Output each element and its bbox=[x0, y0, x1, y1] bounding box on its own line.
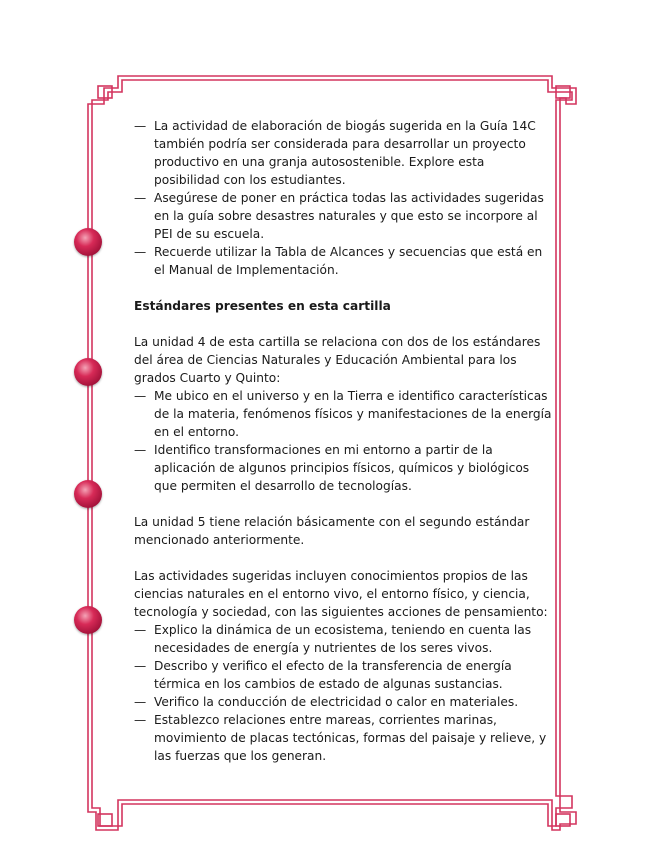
standards-list bbox=[134, 387, 554, 495]
dash-marker: — bbox=[134, 245, 147, 259]
list-item bbox=[134, 189, 554, 243]
document-body bbox=[134, 117, 554, 765]
paragraph-actividades: Las actividades sugeridas incluyen conocimientos propios de las ciencias naturales en el entorno vivo, el entorno físico, y ciencia, tecnología y sociedad, con las siguientes acciones de pensamiento: bbox=[134, 569, 548, 619]
list-item bbox=[134, 117, 554, 189]
list-item-text: Identifico transformaciones en mi entorno a partir de la aplicación de algunos principios físicos, químicos y biológicos que permiten el desarrollo de tecnologías. bbox=[154, 443, 530, 493]
list-item-text: Me ubico en el universo y en la Tierra e identifico características de la materia, fenómenos físicos y manifestaciones de la energía en el entorno. bbox=[154, 389, 552, 439]
dash-marker: — bbox=[134, 389, 147, 403]
red-sphere-icon bbox=[74, 358, 102, 386]
list-item bbox=[134, 441, 554, 495]
paragraph-unidad-5: La unidad 5 tiene relación básicamente con el segundo estándar mencionado anteriormente. bbox=[134, 515, 530, 547]
list-item-text: Explico la dinámica de un ecosistema, teniendo en cuenta las necesidades de energía y nutrientes de los seres vivos. bbox=[154, 623, 532, 655]
paragraph-unidad-4: La unidad 4 de esta cartilla se relaciona con dos de los estándares del área de Ciencias Naturales y Educación Ambiental para los grados Cuarto y Quinto: bbox=[134, 335, 541, 385]
dash-marker: — bbox=[134, 659, 147, 673]
section-heading: Estándares presentes en esta cartilla bbox=[134, 299, 391, 313]
dash-marker: — bbox=[134, 119, 147, 133]
list-item bbox=[134, 387, 554, 441]
actions-list bbox=[134, 621, 554, 765]
red-sphere-icon bbox=[74, 228, 102, 256]
list-item bbox=[134, 711, 554, 765]
list-item bbox=[134, 621, 554, 657]
dash-marker: — bbox=[134, 695, 147, 709]
list-item bbox=[134, 693, 554, 711]
list-item-text: La actividad de elaboración de biogás sugerida en la Guía 14C también podría ser considerada para desarrollar un proyecto productivo en una granja autosostenible. Explore esta posibilidad con los estudiantes. bbox=[154, 119, 536, 187]
list-item bbox=[134, 243, 554, 279]
dash-marker: — bbox=[134, 443, 147, 457]
list-item-text: Verifico la conducción de electricidad o calor en materiales. bbox=[154, 695, 519, 709]
dash-marker: — bbox=[134, 623, 147, 637]
list-item-text: Recuerde utilizar la Tabla de Alcances y secuencias que está en el Manual de Implementación. bbox=[154, 245, 543, 277]
dash-marker: — bbox=[134, 191, 147, 205]
dash-marker: — bbox=[134, 713, 147, 727]
red-sphere-icon bbox=[74, 606, 102, 634]
list-item bbox=[134, 657, 554, 693]
list-item-text: Describo y verifico el efecto de la transferencia de energía térmica en los cambios de estado de algunas sustancias. bbox=[154, 659, 512, 691]
recommendations-list bbox=[134, 117, 554, 279]
list-item-text: Asegúrese de poner en práctica todas las actividades sugeridas en la guía sobre desastres naturales y que esto se incorpore al PEI de su escuela. bbox=[154, 191, 544, 241]
red-sphere-icon bbox=[74, 480, 102, 508]
list-item-text: Establezco relaciones entre mareas, corrientes marinas, movimiento de placas tectónicas, formas del paisaje y relieve, y las fuerzas que los generan. bbox=[154, 713, 547, 763]
